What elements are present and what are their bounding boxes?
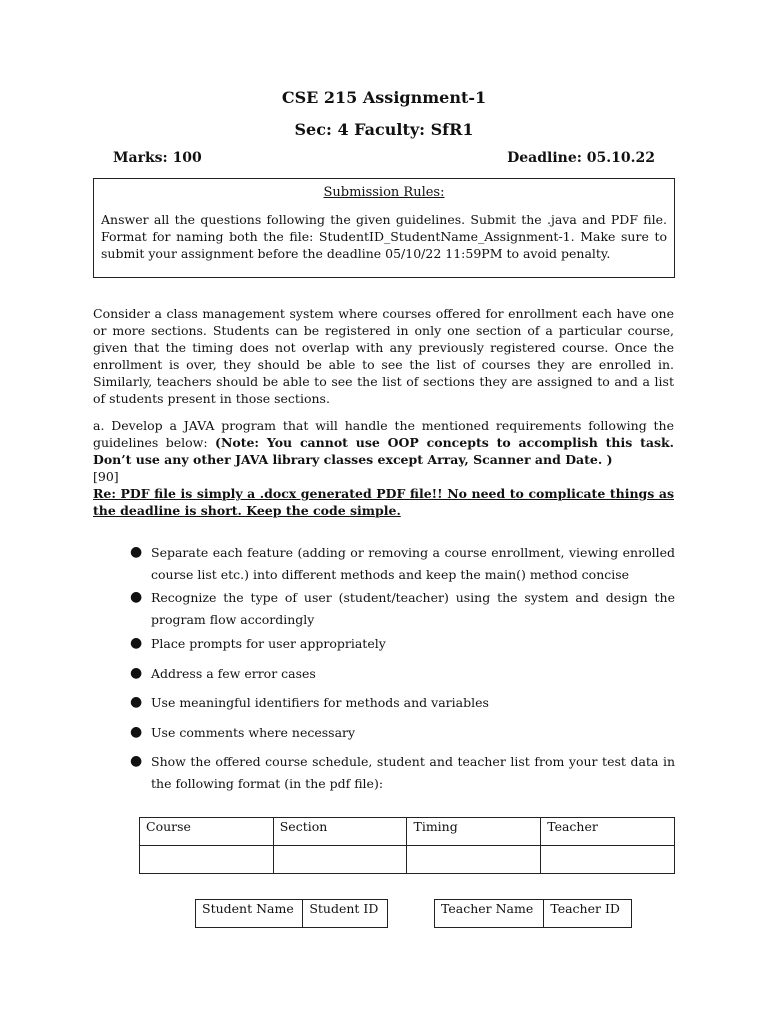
bullet-icon: ●: [130, 544, 143, 560]
task-a-lead: a. Develop a JAVA program that will handle the mentioned requirements following the guidelines below:: [93, 418, 674, 450]
bullet-icon: ●: [130, 589, 143, 605]
bullet-icon: ●: [130, 694, 143, 710]
teacher-list-table: [434, 899, 632, 928]
table-header-cell: Student ID: [303, 900, 388, 928]
list-item-text: Use meaningful identifiers for methods and variables: [151, 695, 489, 710]
table-header-cell: Student Name: [196, 900, 303, 928]
table-cell: [541, 846, 675, 874]
submission-rules-box: [93, 178, 675, 278]
bullet-icon: ●: [130, 635, 143, 651]
table-header-cell: Timing: [407, 818, 541, 846]
marks-label: Marks: 100: [113, 150, 202, 166]
table-header-cell: Teacher: [541, 818, 675, 846]
document-subtitle: Sec: 4 Faculty: SfR1: [294, 120, 474, 139]
table-header-cell: Course: [140, 818, 274, 846]
list-item: [130, 542, 675, 585]
list-item: [130, 692, 675, 714]
bullet-icon: ●: [130, 753, 143, 769]
table-row: [140, 846, 675, 874]
deadline-label: Deadline: 05.10.22: [507, 150, 655, 166]
list-item-text: Address a few error cases: [151, 665, 316, 681]
bullet-icon: ●: [130, 664, 143, 681]
bullet-icon: ●: [130, 723, 143, 740]
list-item: [130, 663, 675, 685]
submission-rules-title: Submission Rules:: [323, 185, 445, 200]
list-item-text: Show the offered course schedule, student and teacher list from your test data in the following format (in the pdf file):: [151, 754, 675, 791]
table-cell: [140, 846, 274, 874]
table-row: [140, 818, 675, 846]
table-row: [196, 900, 388, 928]
task-a-note: (Note: You cannot use OOP concepts to accomplish this task. Don’t use any other JAVA library classes except Array, Scanner and Date. ): [93, 435, 674, 467]
table-header-cell: Section: [273, 818, 407, 846]
list-item: [130, 587, 675, 630]
course-schedule-table: [139, 817, 675, 874]
table-cell: [407, 846, 541, 874]
task-a-paragraph: [93, 417, 674, 519]
list-item-text: Recognize the type of user (student/teacher) using the system and design the program flow accordingly: [151, 590, 675, 627]
table-header-cell: Teacher Name: [435, 900, 544, 928]
table-row: [435, 900, 632, 928]
list-item-text: Use comments where necessary: [151, 724, 356, 740]
student-list-table: [195, 899, 388, 928]
submission-rules-text: Answer all the questions following the given guidelines. Submit the .java and PDF file. Format for naming both the file: StudentID_StudentName_Assignment-1. Make sure to submit your assignment before the deadline 05/10/22 11:59PM to avoid penalty.: [101, 212, 667, 261]
task-a-remark: Re: PDF file is simply a .docx generated PDF file!! No need to complicate things as the deadline is short. Keep the code simple.: [93, 486, 674, 518]
table-header-cell: Teacher ID: [544, 900, 632, 928]
intro-paragraph: Consider a class management system where courses offered for enrollment each have one or more sections. Students can be registered in only one section of a particular course, given that the timing does not overlap with any previously registered course. Once the enrollment is over, they should be able to see the list of courses they are enrolled in. Similarly, teachers should be able to see the list of sections they are assigned to and a list of students present in those sections.: [93, 306, 674, 406]
list-item-text: Separate each feature (adding or removing a course enrollment, viewing enrolled course list etc.) into different methods and keep the main() method concise: [151, 545, 675, 582]
list-item-text: Place prompts for user appropriately: [151, 636, 386, 651]
task-a-marks: [90]: [93, 469, 119, 484]
table-cell: [273, 846, 407, 874]
list-item: [130, 633, 675, 655]
list-item: [130, 722, 675, 744]
list-item: [130, 751, 675, 794]
document-title: CSE 215 Assignment-1: [281, 88, 487, 107]
guidelines-list: [130, 542, 675, 794]
